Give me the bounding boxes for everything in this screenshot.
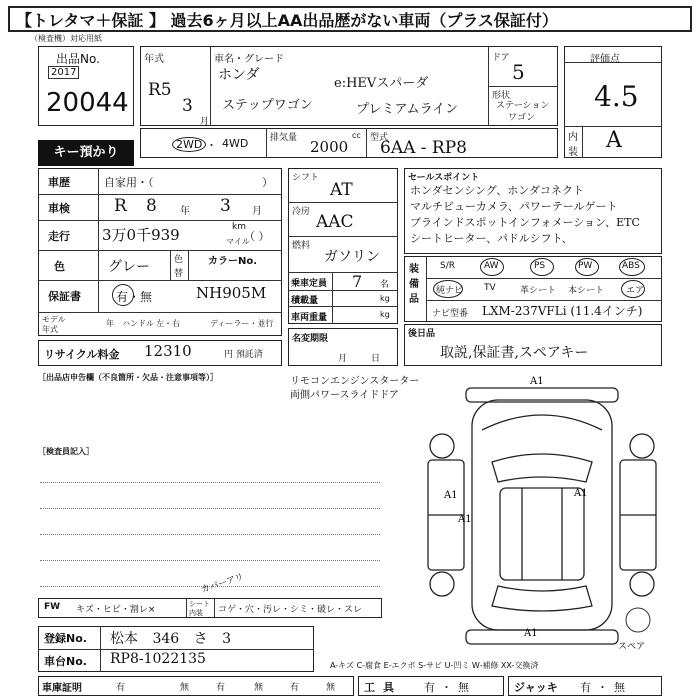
equip-ps: PS	[534, 261, 546, 271]
score-value: 4.5	[594, 80, 639, 113]
interior-label-2: 装	[568, 147, 578, 158]
inspection-era: R	[114, 196, 127, 216]
sales-point-4: シートヒーター、パドルシフト、	[410, 232, 573, 245]
warranty-label: 保証書	[48, 290, 81, 303]
seller-notes-label: ［出品店申告欄（不良箇所・欠品・注意事項等）］	[38, 373, 218, 382]
name-change-label: 名変期限	[292, 334, 329, 344]
certificate-label: 車庫証明	[42, 683, 82, 694]
shift-label: シフト	[292, 173, 320, 183]
cert-opt-1: 有	[116, 683, 126, 693]
inspection-year: 8	[146, 196, 157, 216]
windshield	[492, 454, 592, 482]
history-value: 自家用・（	[104, 176, 154, 189]
tools-value: 有・無	[424, 681, 475, 694]
equip-pw: PW	[578, 261, 593, 271]
spare-label: スペア	[618, 642, 646, 652]
wheel-fl	[430, 434, 454, 458]
mileage-label: 走行	[48, 230, 70, 243]
nav-model-label: ナビ型番	[432, 309, 469, 319]
roof	[500, 488, 584, 580]
circle-abs	[619, 258, 645, 276]
rear-bumper	[466, 630, 618, 644]
model-row-handle-opts: 左・右	[156, 319, 180, 328]
header-subnote: （検査機）対応用紙	[30, 34, 102, 43]
legend: A-キズ C-腐食 E-エクボ S-サビ U-凹ミ W-補修 XX-交換済	[330, 661, 539, 670]
inspection-month-unit: 月	[252, 206, 262, 217]
grade-1: e:HEVスパーダ	[334, 76, 429, 91]
equip-sr: S/R	[440, 261, 455, 271]
tools-label: 工具	[364, 681, 402, 694]
sales-points-label: セールスポイント	[408, 173, 480, 183]
name-change-unit: 月日	[338, 354, 405, 364]
lot-number: 20044	[46, 88, 129, 118]
defect-fw: FW	[44, 602, 61, 612]
sales-point-3: ブラインドスポットインフォメーション、ETC	[410, 216, 640, 229]
capacity-label: 乗車定員	[291, 279, 328, 289]
inspector-label: ［検査員記入］	[38, 447, 94, 456]
header-title: 【トレタマ＋保証 】 過去6ヶ月以上AA出品歴がない車両（プラス保証付）	[16, 11, 558, 30]
sales-point-1: ホンダセンシング、ホンダコネクト	[410, 184, 584, 197]
recycle-value: 12310	[144, 342, 192, 360]
mark-a1-left: A1	[444, 490, 458, 501]
mark-a1-right: A1	[574, 488, 588, 499]
model-type-value: 6AA - RP8	[380, 138, 467, 158]
spare-tire	[626, 608, 650, 632]
circle-air	[621, 280, 645, 298]
grade-2: プレミアムライン	[356, 102, 459, 117]
car-diagram	[400, 370, 700, 660]
maker-name: ホンダ	[218, 67, 260, 83]
ac-label: 冷房	[292, 207, 311, 217]
defect-seat-2: 内装	[189, 609, 203, 617]
inspector-note: カバーアリ	[200, 572, 246, 596]
defect-seat-text: コゲ・穴・汚レ・シミ・破レ・スレ	[218, 605, 363, 615]
mark-a1-left-low: A1	[458, 514, 472, 525]
interior-label-1: 内	[568, 132, 578, 143]
jack-value: 有・無	[580, 681, 631, 694]
accessories-label: 後日品	[408, 329, 436, 339]
model-row-dealer: ディーラー・並行	[210, 319, 274, 328]
mileage-value: 3万0千939	[102, 226, 180, 244]
equip-tv: TV	[484, 283, 496, 293]
equip-seat: 本シート	[568, 286, 605, 296]
recycle-label: リサイクル料金	[44, 348, 120, 361]
drive-4wd: 4WD	[222, 137, 249, 150]
capacity-unit: 名	[380, 280, 390, 290]
doors-value: 5	[512, 60, 525, 84]
mark-a1-rear: A1	[524, 628, 538, 639]
load-unit: kg	[380, 294, 390, 303]
equip-air: エア	[626, 286, 645, 296]
year-label: 年式	[144, 54, 164, 65]
year-month: 3	[182, 96, 193, 116]
model-row-label-2: 年式	[42, 325, 58, 334]
lot-year: 2017	[48, 66, 79, 79]
mark-a1-front: A1	[530, 376, 544, 387]
circle-pw	[575, 258, 599, 276]
weight-label: 車両重量	[291, 313, 328, 323]
displacement-unit: cc	[352, 131, 361, 140]
chassis-label: 車台No.	[44, 655, 87, 668]
shape-value-2: ワゴン	[508, 113, 536, 123]
rear-window	[492, 586, 592, 611]
color-value: グレー	[108, 259, 150, 275]
inspection-month: 3	[220, 196, 231, 216]
defect-seat-1: シート	[189, 600, 210, 608]
lot-label: 出品No.	[56, 52, 100, 66]
fuel-value: ガソリン	[324, 249, 380, 265]
warranty-value: 有・無	[116, 290, 153, 304]
accessories-value: 取説,保証書,スペアキー	[440, 345, 589, 361]
displacement-value: 2000	[310, 138, 349, 156]
wheel-rl	[430, 572, 454, 596]
wheel-fr	[630, 434, 654, 458]
year-era: R5	[148, 80, 172, 100]
interior-value: A	[606, 128, 622, 153]
hood	[482, 415, 602, 430]
drive-2wd: 2WD	[172, 137, 206, 152]
cert-opt-3: 有	[216, 683, 226, 693]
ac-value: AAC	[316, 212, 354, 232]
cert-opt-4: 無	[254, 683, 264, 693]
doors-label: ドア	[492, 53, 510, 63]
equip-aw: AW	[484, 261, 499, 271]
cert-opt-5: 有	[290, 683, 300, 693]
history-label: 車歴	[48, 176, 70, 189]
registration-value: 松本 346 さ 3	[110, 631, 231, 647]
color-change-1: 色	[174, 255, 184, 265]
color-label: 色	[54, 260, 65, 273]
equipment-label: 装備品	[409, 264, 419, 305]
nav-model-value: LXM-237VFLi (11.4インチ)	[482, 304, 643, 318]
registration-label: 登録No.	[44, 632, 87, 645]
drive-sep: ・	[206, 139, 217, 152]
mileage-unit-mile: マイル	[226, 237, 250, 246]
equip-navi: 純ナビ	[436, 286, 464, 296]
shape-label: 形状	[492, 91, 511, 101]
jack-label: ジャッキ	[514, 681, 558, 694]
color-change-2: 替	[174, 269, 184, 279]
load-label: 積載量	[291, 296, 319, 306]
shift-value: AT	[330, 180, 353, 200]
equip-abs: ABS	[622, 261, 640, 271]
weight-unit: kg	[380, 310, 390, 319]
recycle-unit: 円 預託済	[224, 350, 263, 360]
inspection-year-unit: 年	[180, 206, 190, 217]
model-type-label: 型式	[370, 133, 389, 143]
mileage-unit-km: km	[232, 222, 246, 232]
color-code-value: NH905M	[196, 284, 267, 302]
certificate-box	[38, 676, 354, 696]
chassis-value: RP8-1022135	[110, 651, 206, 667]
circle-ps	[530, 258, 554, 276]
model-row-year-unit: 年	[106, 319, 114, 328]
color-code-label: カラーNo.	[208, 256, 258, 267]
fuel-label: 燃料	[292, 241, 311, 251]
cert-opt-2: 無	[180, 683, 190, 693]
model-row-handle: ハンドル	[122, 319, 154, 328]
warranty-circle	[112, 284, 134, 306]
sales-point-2: マルチビューカメラ、パワーテールゲート	[410, 200, 618, 213]
equip-leather: 革シート	[520, 286, 557, 296]
defect-fw-text: キズ・ヒビ・割レ×	[76, 605, 156, 615]
seller-note-1: リモコンエンジンスターター	[290, 376, 420, 387]
year-month-unit: 月	[200, 117, 210, 127]
inspection-label: 車検	[48, 202, 70, 215]
cert-opt-6: 無	[326, 683, 336, 693]
wheel-rr	[630, 572, 654, 596]
car-body	[472, 400, 612, 630]
mileage-paren: （ ）	[244, 230, 270, 243]
name-label: 車名・グレード	[214, 54, 284, 65]
score-label: 評価点	[590, 54, 620, 65]
seller-note-2: 両側パワースライドドア	[290, 390, 399, 401]
shape-value-1: ステーション	[496, 101, 550, 111]
key-badge: キー預かり	[38, 140, 134, 166]
circle-aw	[480, 258, 504, 276]
circle-navi	[433, 280, 463, 298]
model-row-label-1: モデル	[42, 315, 66, 324]
history-close: ）	[262, 176, 273, 189]
capacity-value: 7	[352, 272, 363, 291]
displacement-label: 排気量	[270, 133, 298, 143]
model-name: ステップワゴン	[222, 98, 313, 113]
